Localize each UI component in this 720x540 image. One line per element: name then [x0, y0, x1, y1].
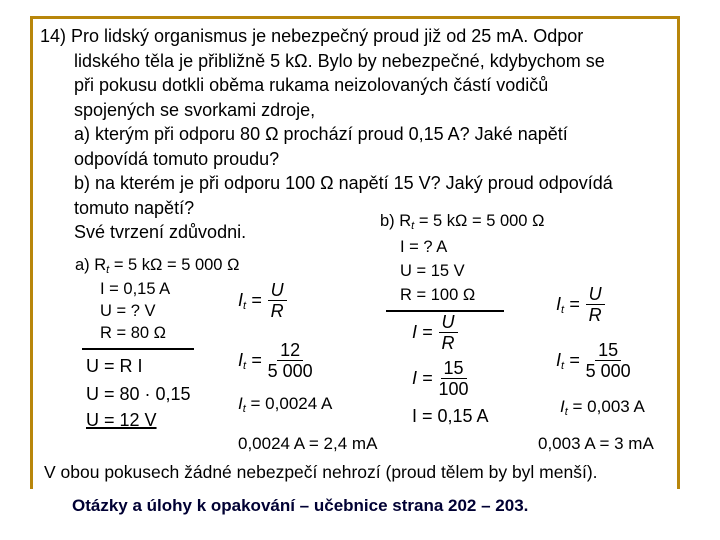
frame-left-rule	[30, 16, 33, 489]
task-line-8: tomuto napětí?	[74, 197, 195, 218]
part-a-current-result: $I_t = 0,0024$ A	[238, 394, 333, 415]
part-b-voltage: U = 15 V	[400, 262, 465, 280]
task-line-1: 14) Pro lidský organismus je nebezpečný proud již od 25 mA. Odpor	[40, 26, 584, 46]
frame-top-rule	[30, 16, 680, 19]
part-b-current-result: $I_t = 0,003$ A	[560, 397, 645, 418]
part-b-fraction-values: I = $\frac{15}{100}$	[412, 358, 469, 399]
part-b-resistance: b) $R_t = 5$ kΩ = 5 000 Ω	[380, 212, 545, 232]
task-line-2: lidského těla je přibližně 5 kΩ. Bylo by nebezpečné, kdybychom se	[74, 50, 605, 71]
part-b-fraction-formula: I = $\frac{U}{R}$	[412, 312, 458, 353]
part-a-resistance: a) $R_t = 5$ kΩ = 5 000 Ω	[75, 256, 240, 276]
part-a-current: I = 0,15 A	[100, 280, 171, 298]
task-line-4: spojených se svorkami zdroje,	[74, 99, 316, 120]
part-b-current-unknown: I = ? A	[400, 238, 448, 256]
part-a-calc-substitution: U = 80 · 0,15	[86, 384, 191, 404]
task-line-6: odpovídá tomuto proudu?	[74, 148, 280, 169]
part-b-conversion: 0,003 A = 3 mA	[538, 434, 654, 453]
part-a-resistor: R = 80 Ω	[100, 324, 166, 342]
conclusion-text: V obou pokusech žádné nebezpečí nehrozí (proud tělem by byl menší).	[44, 462, 598, 482]
footer-reference: Otázky a úlohy k opakování – učebnice strana 202 – 203.	[72, 496, 529, 515]
part-a-calc-result: U = 12 V	[86, 410, 157, 430]
task-line-7: b) na kterém je při odporu 100 Ω napětí 15 V? Jaký proud odpovídá	[74, 173, 613, 193]
frame-right-rule	[677, 16, 680, 489]
part-a-conversion: 0,0024 A = 2,4 mA	[238, 434, 378, 453]
task-line-9: Své tvrzení zdůvodni.	[74, 222, 247, 242]
task-line-3: při pokusu dotkli oběma rukama neizolovaných částí vodičů	[74, 75, 549, 95]
part-a-fraction-formula: $I_t$ = $\frac{U}{R}$	[238, 280, 287, 321]
part-a-fraction-values: $I_t$ = $\frac{12}{5 000}$	[238, 340, 313, 381]
part-b-current-intermediate: I = 0,15 A	[412, 406, 489, 426]
part-b-fraction-body-formula: $I_t$ = $\frac{U}{R}$	[556, 284, 605, 325]
part-b-fraction-body-values: $I_t$ = $\frac{15}{5 000}$	[556, 340, 631, 381]
part-a-separator	[82, 348, 194, 350]
task-line-5: a) kterým při odporu 80 Ω prochází proud 0,15 A? Jaké napětí	[74, 124, 568, 144]
part-b-resistor: R = 100 Ω	[400, 286, 476, 304]
part-a-calc-formula: U = R I	[86, 356, 143, 376]
part-a-voltage-unknown: U = ? V	[100, 302, 156, 320]
